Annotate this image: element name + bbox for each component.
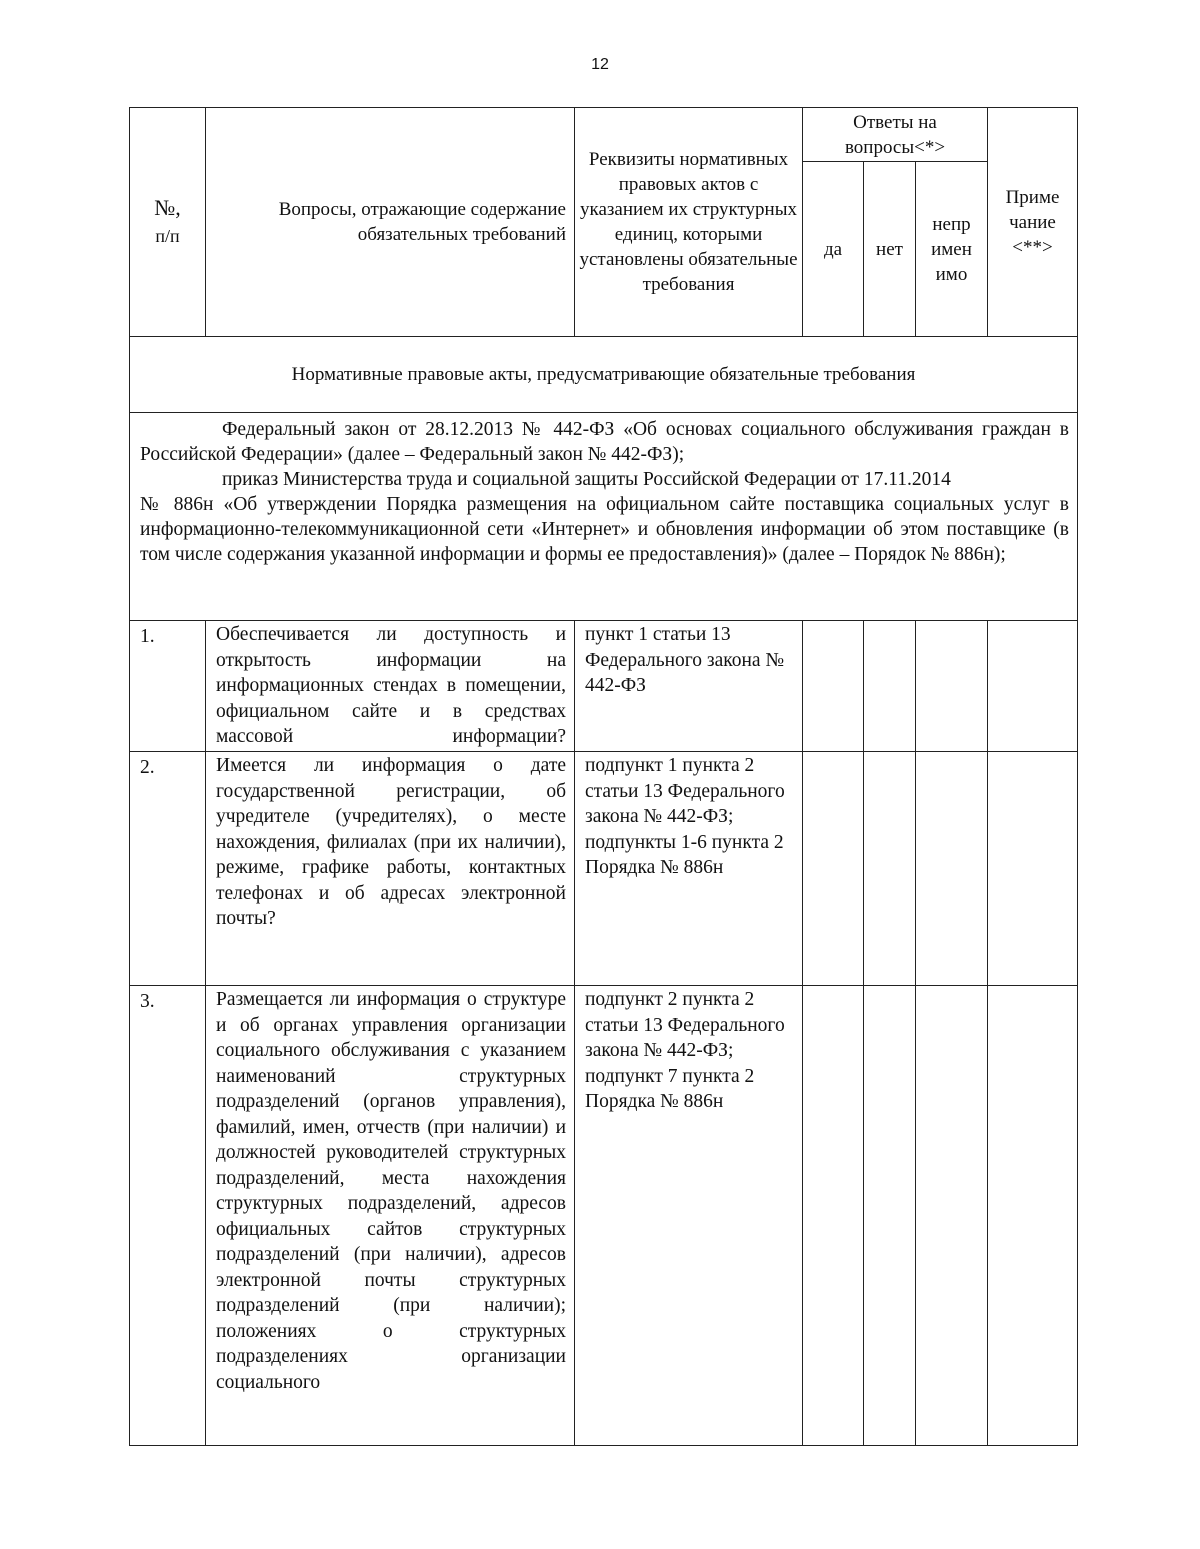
answer-na-cell[interactable]	[916, 621, 988, 752]
answer-no-cell[interactable]	[864, 621, 916, 752]
row-number: 2.	[130, 752, 206, 986]
row-question: Размещается ли информация о структуре и об органах управления организации социального обслуживания с указанием наименований структурных подразделений (органов управления), фамилий, имен, отчеств (при наличии) и должностей руководителей структурных подразделений, места нахождения структурных подразделений, адресов официальных сайтов структурных подразделений (при наличии), адресов электронной почты структурных подразделений (при наличии); положениях о структурных подразделениях организации социального	[206, 986, 575, 1446]
note-cell[interactable]	[988, 621, 1078, 752]
header-yes: да	[803, 162, 864, 337]
header-number: №, п/п	[130, 108, 206, 337]
header-note: Приме чание <**>	[988, 108, 1078, 337]
answer-na-cell[interactable]	[916, 986, 988, 1446]
row-number: 1.	[130, 621, 206, 752]
table-row	[130, 752, 1078, 986]
page-number: 12	[591, 56, 609, 73]
header-not-applicable: непр имен имо	[916, 162, 988, 337]
answer-yes-cell[interactable]	[803, 752, 864, 986]
answer-no-cell[interactable]	[864, 752, 916, 986]
table-row	[130, 621, 1078, 752]
row-question: Имеется ли информация о дате государственной регистрации, об учредителе (учредителях), о месте нахождения, филиалах (при их наличии), режиме, графике работы, контактных телефонах и об адресах электронной почты?	[206, 752, 575, 986]
header-requisites: Реквизиты нормативных правовых актов с указанием их структурных единиц, которыми установлены обязательные требования	[575, 108, 803, 337]
header-questions: Вопросы, отражающие содержание обязательных требований	[206, 108, 575, 337]
row-requisites: пункт 1 статьи 13 Федерального закона № 442-ФЗ	[575, 621, 803, 752]
row-question: Обеспечивается ли доступность и открытость информации на информационных стендах в помещении, официальном сайте и в средствах массовой информации?	[206, 621, 575, 752]
answer-no-cell[interactable]	[864, 986, 916, 1446]
answer-yes-cell[interactable]	[803, 986, 864, 1446]
row-requisites: подпункт 2 пункта 2 статьи 13 Федерального закона № 442-ФЗ; подпункт 7 пункта 2 Порядка № 886н	[575, 986, 803, 1446]
answer-yes-cell[interactable]	[803, 621, 864, 752]
law-order-886-intro: приказ Министерства труда и социальной защиты Российской Федерации от 17.11.2014	[222, 469, 951, 490]
row-requisites: подпункт 1 пункта 2 статьи 13 Федерального закона № 442-ФЗ; подпункты 1-6 пункта 2 Порядка № 886н	[575, 752, 803, 986]
law-federal-442: Федеральный закон от 28.12.2013 № 442-ФЗ «Об основах социального обслуживания граждан в Российской Федерации» (далее – Федеральный закон № 442-ФЗ);	[140, 419, 1069, 465]
table-row	[130, 986, 1078, 1446]
row-number: 3.	[130, 986, 206, 1446]
answer-na-cell[interactable]	[916, 752, 988, 986]
note-cell[interactable]	[988, 752, 1078, 986]
header-answers: Ответы на вопросы<*>	[803, 108, 988, 162]
law-order-886: № 886н «Об утверждении Порядка размещения на официальном сайте поставщика социальных услуг в информационно-телекоммуникационной сети «Интернет» и обновления информации об этом поставщике (в том числе содержания указанной информации и формы ее предоставления)» (далее – Порядок № 886н);	[140, 494, 1069, 565]
laws-list	[130, 413, 1078, 621]
note-cell[interactable]	[988, 986, 1078, 1446]
requirements-table	[129, 107, 1077, 1446]
header-no: нет	[864, 162, 916, 337]
section-title: Нормативные правовые акты, предусматривающие обязательные требования	[130, 337, 1078, 413]
